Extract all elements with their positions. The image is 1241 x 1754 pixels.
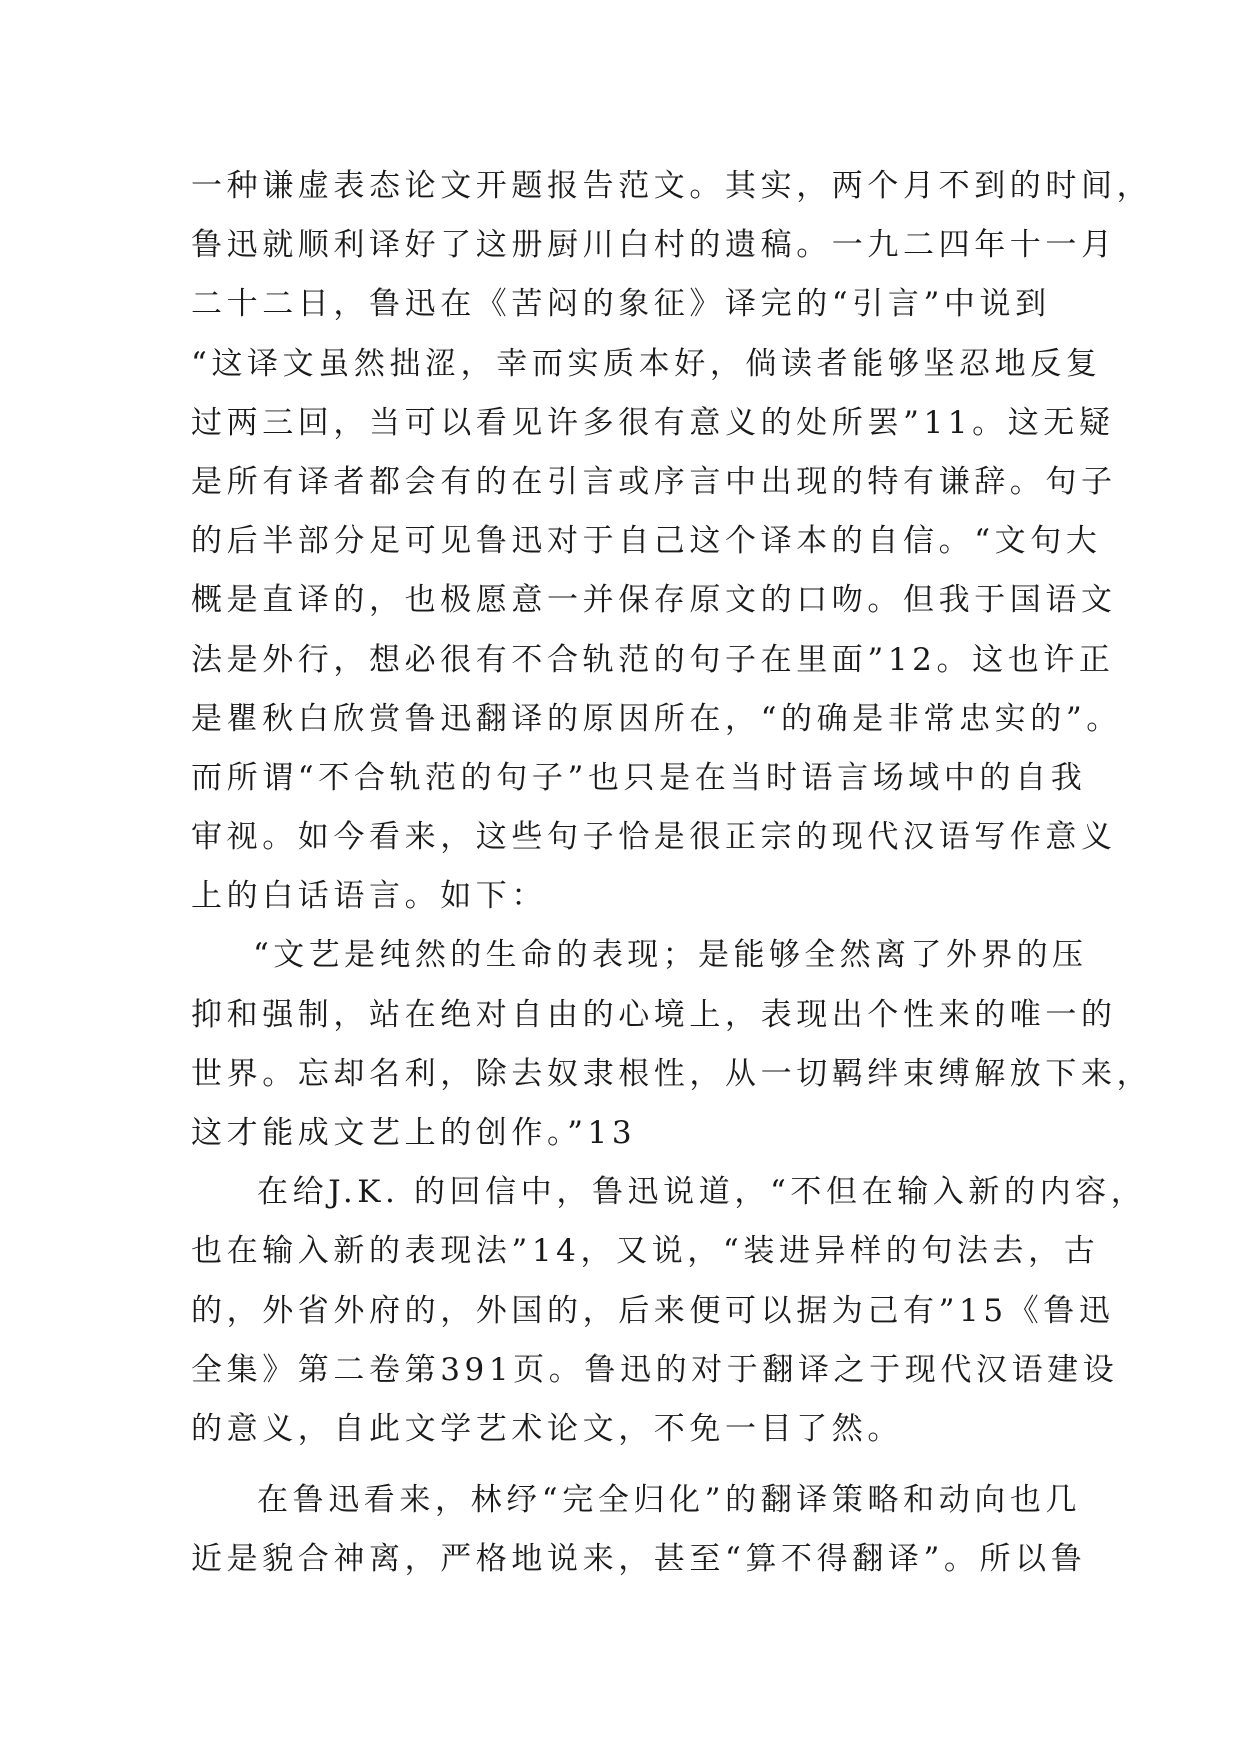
text-line: 在鲁迅看来，林纾“完全归化”的翻译策略和动向也几 <box>257 1482 1082 1519</box>
body-text <box>191 157 1153 1590</box>
text-line: 的意义，自此文学艺术论文，不免一目了然。 <box>191 1410 903 1447</box>
text-line: 也在输入新的表现法”14，又说，“装进异样的句法去，古 <box>191 1233 1100 1270</box>
text-line: 全集》第二卷第391页。鲁迅的对于翻译之于现代汉语建设 <box>191 1351 1119 1388</box>
text-line: 一种谦虚表态论文开题报告范文。其实，两个月不到的时间， <box>191 168 1153 204</box>
text-line: 是所有译者都会有的在引言或序言中出现的特有谦辞。句子 <box>191 463 1117 500</box>
quote-line: 世界。忘却名利，除去奴隶根性，从一切羁绊束缚解放下来， <box>191 1055 1153 1092</box>
text-line: 二十二日，鲁迅在《苦闷的象征》译完的“引言”中说到 <box>191 286 1051 323</box>
text-line: 鲁迅就顺利译好了这册厨川白村的遗稿。一九二四年十一月 <box>191 227 1117 264</box>
text-line: 上的白话语言。如下： <box>191 878 547 915</box>
quote-line: “文艺是纯然的生命的表现；是能够全然离了外界的压 <box>253 937 1088 974</box>
text-line: 概是直译的，也极愿意一并保存原文的口吻。但我于国语文 <box>191 582 1117 619</box>
paragraph-gap <box>191 1459 1061 1471</box>
text-line: 的后半部分足可见鲁迅对于自己这个译本的自信。“文句大 <box>191 523 1102 560</box>
text-line: 审视。如今看来，这些句子恰是很正宗的现代汉语写作意义 <box>191 819 1117 856</box>
text-line: 的，外省外府的，外国的，后来便可以据为己有”15《鲁迅 <box>191 1292 1115 1329</box>
text-line: 过两三回，当可以看见许多很有意义的处所罢”11。这无疑 <box>191 404 1115 441</box>
text-line: 在给J.K. 的回信中，鲁迅说道，“不但在输入新的内容， <box>257 1174 1147 1211</box>
text-line: 近是貌合神离，严格地说来，甚至“算不得翻译”。所以鲁 <box>191 1541 1087 1578</box>
text-line: 而所谓“不合轨范的句子”也只是在当时语言场域中的自我 <box>191 759 1087 796</box>
quote-line: 这才能成文艺上的创作。”13 <box>191 1115 637 1151</box>
text-line: 是瞿秋白欣赏鲁迅翻译的原因所在，“的确是非常忠实的”。 <box>191 700 1122 737</box>
quote-line: 抑和强制，站在绝对自由的心境上，表现出个性来的唯一的 <box>191 996 1117 1033</box>
text-line: “这译文虽然拙涩，幸而实质本好，倘读者能够坚忍地反复 <box>191 345 1102 382</box>
text-line: 法是外行，想必很有不合轨范的句子在里面”12。这也许正 <box>191 641 1115 678</box>
